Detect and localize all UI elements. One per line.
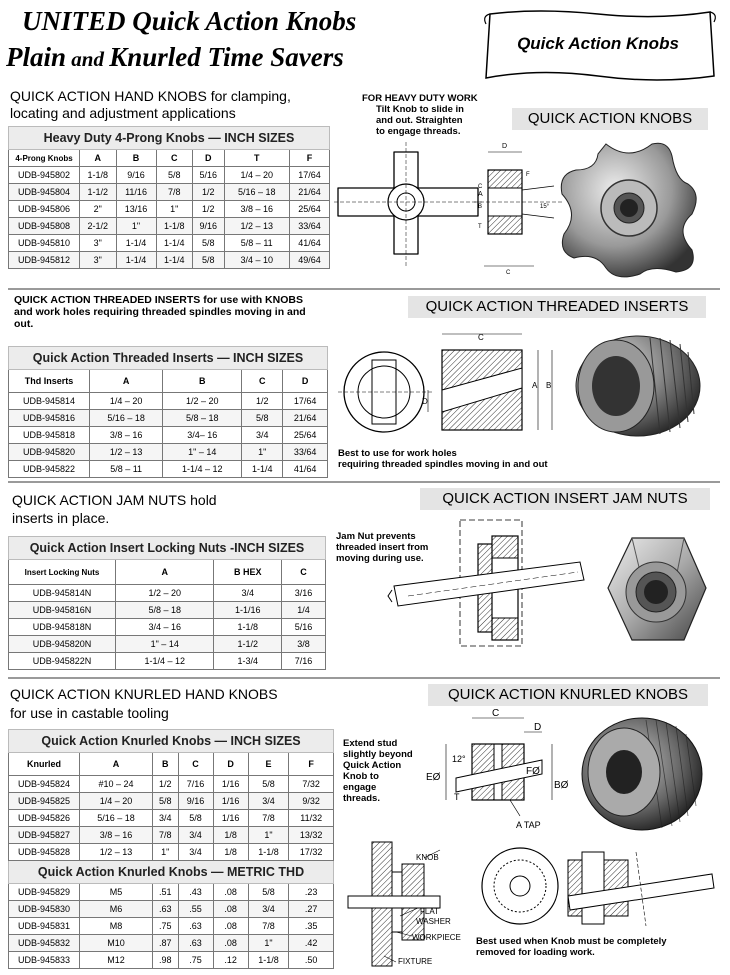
- page-title-line2: Plain and Knurled Time Savers: [6, 42, 344, 72]
- table-cell: 9/16: [116, 167, 156, 184]
- table-cell: .08: [213, 935, 248, 952]
- table-cell: 1/16: [213, 793, 248, 810]
- table-cell: 1/4 – 20: [224, 167, 289, 184]
- dim-label-a: A: [532, 381, 538, 390]
- knurled-heading-line1: QUICK ACTION KNURLED HAND KNOBS: [10, 686, 278, 702]
- table-cell: .08: [213, 884, 248, 901]
- jamnuts-heading-line2: inserts in place.: [12, 510, 110, 526]
- table-row: [9, 776, 334, 793]
- knurled-knob-section-drawing: [426, 708, 569, 830]
- knurled-inch-body: [9, 776, 334, 861]
- knurled-note-line: Extend stud: [343, 738, 398, 749]
- table-cell: 5/8: [193, 235, 224, 252]
- table-cell: 1/2 – 13: [80, 844, 153, 861]
- part-number-cell: UDB-945831: [9, 918, 80, 935]
- table-row: [9, 918, 334, 935]
- knobs-table: [8, 126, 330, 269]
- table-cell: 17/64: [283, 393, 328, 410]
- knurled-knob-photo: [566, 712, 706, 834]
- part-number-cell: UDB-945828: [9, 844, 80, 861]
- table-cell: 7/8: [248, 810, 289, 827]
- jamnuts-col-header: C: [282, 560, 326, 585]
- table-cell: 1-1/8: [214, 619, 282, 636]
- fixture-label-fixture: FIXTURE: [398, 957, 433, 966]
- table-cell: 7/32: [289, 776, 334, 793]
- knurled-note-line: slightly beyond: [343, 749, 413, 760]
- dim-label-f: F: [526, 172, 530, 178]
- table-cell: #10 – 24: [80, 776, 153, 793]
- table-cell: 5/8: [152, 793, 178, 810]
- dim-label-a: A: [478, 191, 483, 198]
- inserts-heading: [14, 294, 306, 330]
- knurled-note-line: Quick Action: [343, 760, 402, 771]
- fixture-label-flat: FLAT: [420, 907, 439, 916]
- table-cell: 2": [80, 201, 117, 218]
- four-prong-front-drawing: [334, 138, 484, 270]
- part-number-cell: UDB-945818: [9, 427, 90, 444]
- knurled-bottom-note: [476, 936, 667, 958]
- part-number-cell: UDB-945827: [9, 827, 80, 844]
- knurled-note: [343, 738, 413, 804]
- table-cell: 3/4– 16: [163, 427, 242, 444]
- table-cell: .35: [289, 918, 334, 935]
- table-cell: 11/32: [289, 810, 334, 827]
- table-row: [9, 653, 326, 670]
- jamnuts-note-line: threaded insert from: [336, 542, 429, 553]
- table-cell: 49/64: [289, 252, 329, 269]
- table-cell: 41/64: [283, 461, 328, 478]
- table-cell: 1/2 – 13: [90, 444, 163, 461]
- part-number-cell: UDB-945824: [9, 776, 80, 793]
- table-row: [9, 602, 326, 619]
- table-cell: .55: [178, 901, 213, 918]
- table-cell: .63: [178, 918, 213, 935]
- table-cell: 21/64: [283, 410, 328, 427]
- table-cell: 1/4 – 20: [90, 393, 163, 410]
- table-row: [9, 844, 334, 861]
- part-number-cell: UDB-945832: [9, 935, 80, 952]
- table-cell: 3/8 – 16: [80, 827, 153, 844]
- table-cell: 33/64: [283, 444, 328, 461]
- table-row: [9, 252, 330, 269]
- fixture-label-workpiece: WORKPIECE: [412, 933, 461, 942]
- table-cell: 3/4: [178, 844, 213, 861]
- table-cell: 1" – 14: [116, 636, 214, 653]
- knobs-table-body: [9, 167, 330, 269]
- part-number-cell: UDB-945820N: [9, 636, 116, 653]
- jamnuts-table-body: [9, 585, 326, 670]
- knurled-note-line: engage: [343, 782, 377, 793]
- dim-label-c: C: [506, 270, 511, 276]
- table-cell: 1-1/8: [248, 952, 289, 969]
- knobs-col-header: 4-Prong Knobs: [9, 150, 80, 167]
- table-cell: 1/2: [152, 776, 178, 793]
- table-cell: 5/8: [242, 410, 283, 427]
- part-number-cell: UDB-945826: [9, 810, 80, 827]
- table-row: [9, 636, 326, 653]
- knurled-note-line: threads.: [343, 793, 380, 804]
- inserts-col-header: Thd Inserts: [9, 370, 90, 393]
- table-row: [9, 952, 334, 969]
- table-cell: 1-3/4: [214, 653, 282, 670]
- dim-label-f: FØ: [526, 766, 540, 777]
- table-cell: 7/16: [178, 776, 213, 793]
- part-number-cell: UDB-945825: [9, 793, 80, 810]
- part-number-cell: UDB-945812: [9, 252, 80, 269]
- knurled-metric-caption: Quick Action Knurled Knobs — METRIC THD: [9, 861, 334, 884]
- table-cell: 3/4: [152, 810, 178, 827]
- section-label-knurled: QUICK ACTION KNURLED KNOBS: [428, 684, 708, 706]
- dim-label-a-tap: A TAP: [516, 820, 541, 830]
- table-cell: 21/64: [289, 184, 329, 201]
- jamnuts-heading-line1: QUICK ACTION JAM NUTS hold: [12, 492, 217, 508]
- table-cell: 1": [116, 218, 156, 235]
- table-cell: .87: [152, 935, 178, 952]
- dim-label-angle: 15°: [540, 204, 550, 210]
- table-cell: 1-1/8: [156, 218, 193, 235]
- dim-label-b: BØ: [554, 780, 569, 791]
- table-cell: 25/64: [283, 427, 328, 444]
- table-cell: 1-1/16: [214, 602, 282, 619]
- dim-label-e: EØ: [426, 772, 441, 783]
- table-cell: 1/2 – 13: [224, 218, 289, 235]
- knurled-col-header: Knurled: [9, 753, 80, 776]
- dim-label-b: B: [546, 381, 552, 390]
- knurled-note-line: Knob to: [343, 771, 379, 782]
- inserts-heading-line: and work holes requiring threaded spindles moving in and: [14, 306, 306, 318]
- table-cell: .75: [178, 952, 213, 969]
- jamnuts-table-caption: Quick Action Insert Locking Nuts -INCH SIZES: [9, 537, 326, 560]
- inserts-note-line: requiring threaded spindles moving in and out: [338, 459, 548, 470]
- jamnuts-table: [8, 536, 326, 670]
- table-row: [9, 901, 334, 918]
- jamnuts-note-line: Jam Nut prevents: [336, 531, 416, 542]
- table-cell: .08: [213, 901, 248, 918]
- table-row: [9, 793, 334, 810]
- dim-label-b: B: [478, 204, 483, 210]
- dim-label-c: C: [492, 708, 500, 719]
- table-row: [9, 619, 326, 636]
- table-cell: 5/8: [248, 776, 289, 793]
- table-cell: 5/8 – 11: [224, 235, 289, 252]
- table-cell: 5/16: [193, 167, 224, 184]
- section-label-inserts: QUICK ACTION THREADED INSERTS: [408, 296, 706, 318]
- table-cell: 3": [80, 252, 117, 269]
- table-cell: 1/16: [213, 776, 248, 793]
- table-cell: 5/16 – 18: [224, 184, 289, 201]
- table-cell: .12: [213, 952, 248, 969]
- table-row: [9, 827, 334, 844]
- inserts-note: [338, 448, 548, 470]
- part-number-cell: UDB-945833: [9, 952, 80, 969]
- knurled-col-header: D: [213, 753, 248, 776]
- table-row: [9, 427, 328, 444]
- table-cell: 1-1/4: [116, 235, 156, 252]
- jamnut-photo: [604, 534, 708, 646]
- dim-label-t: T: [478, 224, 482, 230]
- knurled-inch-table: [8, 729, 334, 969]
- table-cell: 3/4: [214, 585, 282, 602]
- section-divider: [8, 677, 720, 679]
- table-row: [9, 167, 330, 184]
- knobs-note-line: FOR HEAVY DUTY WORK: [362, 93, 478, 104]
- table-cell: M8: [80, 918, 153, 935]
- table-cell: 1-1/4: [156, 252, 193, 269]
- table-cell: 3/4 – 16: [116, 619, 214, 636]
- knurled-bottom-note-line: Best used when Knob must be completely: [476, 936, 667, 947]
- table-cell: .27: [289, 901, 334, 918]
- table-cell: 13/32: [289, 827, 334, 844]
- part-number-cell: UDB-945822N: [9, 653, 116, 670]
- table-cell: 3/4: [242, 427, 283, 444]
- table-row: [9, 585, 326, 602]
- table-row: [9, 410, 328, 427]
- knobs-heading-line1: QUICK ACTION HAND KNOBS for clamping,: [10, 88, 291, 104]
- jamnut-assembly-drawing: [388, 514, 598, 650]
- table-cell: 9/16: [178, 793, 213, 810]
- table-cell: 3/4 – 10: [224, 252, 289, 269]
- knobs-note-line: and out. Straighten: [376, 115, 463, 126]
- table-cell: 17/64: [289, 167, 329, 184]
- table-cell: 7/16: [282, 653, 326, 670]
- part-number-cell: UDB-945808: [9, 218, 80, 235]
- table-cell: M12: [80, 952, 153, 969]
- part-number-cell: UDB-945822: [9, 461, 90, 478]
- jamnuts-col-header: A: [116, 560, 214, 585]
- knurled-col-header: E: [248, 753, 289, 776]
- table-cell: .63: [152, 901, 178, 918]
- table-cell: M10: [80, 935, 153, 952]
- knobs-col-header: B: [116, 150, 156, 167]
- table-cell: 5/8: [178, 810, 213, 827]
- part-number-cell: UDB-945830: [9, 901, 80, 918]
- part-number-cell: UDB-945816: [9, 410, 90, 427]
- inserts-table: [8, 346, 328, 478]
- table-cell: 1/2: [193, 184, 224, 201]
- table-cell: 3/16: [282, 585, 326, 602]
- table-cell: .08: [213, 918, 248, 935]
- table-cell: .75: [152, 918, 178, 935]
- table-cell: 3/4: [248, 793, 289, 810]
- dim-label-angle: 12°: [452, 754, 466, 764]
- table-cell: .63: [178, 935, 213, 952]
- table-cell: 5/16 – 18: [90, 410, 163, 427]
- table-cell: 5/8: [193, 252, 224, 269]
- table-cell: 1-1/4 – 12: [116, 653, 214, 670]
- part-number-cell: UDB-945829: [9, 884, 80, 901]
- table-cell: 3": [80, 235, 117, 252]
- table-cell: 1": [248, 827, 289, 844]
- table-cell: 7/8: [152, 827, 178, 844]
- table-cell: 1/16: [213, 810, 248, 827]
- inserts-note-line: Best to use for work holes: [338, 448, 457, 459]
- knurled-bottom-note-line: removed for loading work.: [476, 947, 595, 958]
- table-cell: 1/2 – 20: [116, 585, 214, 602]
- knurled-heading-line2: for use in castable tooling: [10, 705, 169, 721]
- table-cell: 1/2: [193, 201, 224, 218]
- table-cell: .51: [152, 884, 178, 901]
- table-cell: .43: [178, 884, 213, 901]
- four-prong-knob-photo: [556, 134, 702, 280]
- dim-label-t: T: [454, 792, 460, 802]
- knurled-col-header: C: [178, 753, 213, 776]
- jamnuts-note-line: moving during use.: [336, 553, 424, 564]
- table-cell: 1": [242, 444, 283, 461]
- knobs-note-line: Tilt Knob to slide in: [376, 104, 464, 115]
- section-label-knobs: QUICK ACTION KNOBS: [512, 108, 708, 130]
- table-row: [9, 393, 328, 410]
- knobs-col-header: A: [80, 150, 117, 167]
- table-cell: 9/16: [193, 218, 224, 235]
- table-cell: 1": [156, 201, 193, 218]
- table-cell: 1-1/4: [156, 235, 193, 252]
- inserts-col-header: D: [283, 370, 328, 393]
- knurled-metric-body: [9, 884, 334, 969]
- table-cell: 1-1/4: [116, 252, 156, 269]
- table-cell: 1": [248, 935, 289, 952]
- table-cell: 2-1/2: [80, 218, 117, 235]
- insert-side-drawing: [420, 328, 560, 438]
- knobs-col-header: D: [193, 150, 224, 167]
- table-row: [9, 884, 334, 901]
- knobs-col-header: C: [156, 150, 193, 167]
- table-row: [9, 201, 330, 218]
- knurled-col-header: A: [80, 753, 153, 776]
- inserts-heading-line: out.: [14, 318, 34, 330]
- table-row: [9, 218, 330, 235]
- table-cell: 1-1/4: [242, 461, 283, 478]
- table-row: [9, 935, 334, 952]
- table-cell: M6: [80, 901, 153, 918]
- knobs-note: [362, 93, 478, 137]
- table-row: [9, 184, 330, 201]
- knurled-inch-caption: Quick Action Knurled Knobs — INCH SIZES: [9, 730, 334, 753]
- table-cell: 3/8 – 16: [90, 427, 163, 444]
- table-cell: 3/4: [248, 901, 289, 918]
- table-cell: 1/8: [213, 844, 248, 861]
- table-cell: 13/16: [116, 201, 156, 218]
- section-label-jamnuts: QUICK ACTION INSERT JAM NUTS: [420, 488, 710, 510]
- table-cell: 3/4: [178, 827, 213, 844]
- knurled-removal-drawing: [476, 846, 716, 934]
- inserts-col-header: A: [90, 370, 163, 393]
- table-cell: 5/8: [156, 167, 193, 184]
- table-cell: 1-1/8: [248, 844, 289, 861]
- inserts-col-header: B: [163, 370, 242, 393]
- table-cell: .23: [289, 884, 334, 901]
- section-divider: [8, 288, 720, 290]
- fixture-label-washer: WASHER: [416, 917, 451, 926]
- table-row: [9, 444, 328, 461]
- jamnuts-col-header: B HEX: [214, 560, 282, 585]
- table-cell: M5: [80, 884, 153, 901]
- part-number-cell: UDB-945814: [9, 393, 90, 410]
- table-cell: 41/64: [289, 235, 329, 252]
- dim-label-c-phi: C: [478, 184, 483, 190]
- table-cell: 5/16 – 18: [80, 810, 153, 827]
- table-cell: 5/8 – 11: [90, 461, 163, 478]
- table-cell: 7/8: [248, 918, 289, 935]
- table-cell: 11/16: [116, 184, 156, 201]
- table-cell: 5/8: [248, 884, 289, 901]
- part-number-cell: UDB-945816N: [9, 602, 116, 619]
- page-title-line1: UNITED Quick Action Knobs: [22, 6, 357, 36]
- table-cell: .98: [152, 952, 178, 969]
- table-cell: 1/2 – 20: [163, 393, 242, 410]
- dim-label-d: D: [502, 143, 508, 150]
- fixture-label-knob: KNOB: [416, 853, 439, 862]
- jamnuts-col-header: Insert Locking Nuts: [9, 560, 116, 585]
- knobs-col-header: F: [289, 150, 329, 167]
- table-row: [9, 810, 334, 827]
- part-number-cell: UDB-945814N: [9, 585, 116, 602]
- table-row: [9, 461, 328, 478]
- dim-label-c: C: [478, 333, 484, 342]
- dim-label-d: D: [422, 397, 428, 406]
- table-cell: 25/64: [289, 201, 329, 218]
- knobs-heading-line2: locating and adjustment applications: [10, 105, 236, 121]
- table-cell: 1" – 14: [163, 444, 242, 461]
- table-cell: 9/32: [289, 793, 334, 810]
- section-divider: [8, 481, 720, 483]
- table-cell: 1-1/2: [214, 636, 282, 653]
- knobs-col-header: T: [224, 150, 289, 167]
- table-cell: .42: [289, 935, 334, 952]
- inserts-table-caption: Quick Action Threaded Inserts — INCH SIZES: [9, 347, 328, 370]
- table-cell: 5/8 – 18: [116, 602, 214, 619]
- table-cell: 1": [152, 844, 178, 861]
- table-cell: 3/8 – 16: [224, 201, 289, 218]
- table-cell: .50: [289, 952, 334, 969]
- table-cell: 1/4 – 20: [80, 793, 153, 810]
- table-cell: 5/8 – 18: [163, 410, 242, 427]
- knobs-table-caption: Heavy Duty 4-Prong Knobs — INCH SIZES: [9, 127, 330, 150]
- part-number-cell: UDB-945820: [9, 444, 90, 461]
- table-cell: 1-1/8: [80, 167, 117, 184]
- table-cell: 1/8: [213, 827, 248, 844]
- table-cell: 5/16: [282, 619, 326, 636]
- table-cell: 33/64: [289, 218, 329, 235]
- knobs-note-line: to engage threads.: [376, 126, 461, 137]
- dim-label-d: D: [534, 722, 542, 733]
- table-cell: 3/8: [282, 636, 326, 653]
- four-prong-side-drawing: [474, 140, 566, 276]
- knurled-col-header: F: [289, 753, 334, 776]
- table-cell: 1-1/4 – 12: [163, 461, 242, 478]
- part-number-cell: UDB-945804: [9, 184, 80, 201]
- knurled-col-header: B: [152, 753, 178, 776]
- threaded-insert-photo: [566, 330, 702, 440]
- table-cell: 1-1/2: [80, 184, 117, 201]
- banner-label: Quick Action Knobs: [517, 34, 679, 53]
- table-cell: 1/2: [242, 393, 283, 410]
- part-number-cell: UDB-945810: [9, 235, 80, 252]
- fixture-assembly-drawing: [344, 838, 470, 970]
- table-row: [9, 235, 330, 252]
- part-number-cell: UDB-945818N: [9, 619, 116, 636]
- inserts-heading-line: QUICK ACTION THREADED INSERTS for use with KNOBS: [14, 294, 303, 306]
- table-cell: 17/32: [289, 844, 334, 861]
- part-number-cell: UDB-945806: [9, 201, 80, 218]
- inserts-col-header: C: [242, 370, 283, 393]
- table-cell: 1/4: [282, 602, 326, 619]
- inserts-table-body: [9, 393, 328, 478]
- table-cell: 7/8: [156, 184, 193, 201]
- part-number-cell: UDB-945802: [9, 167, 80, 184]
